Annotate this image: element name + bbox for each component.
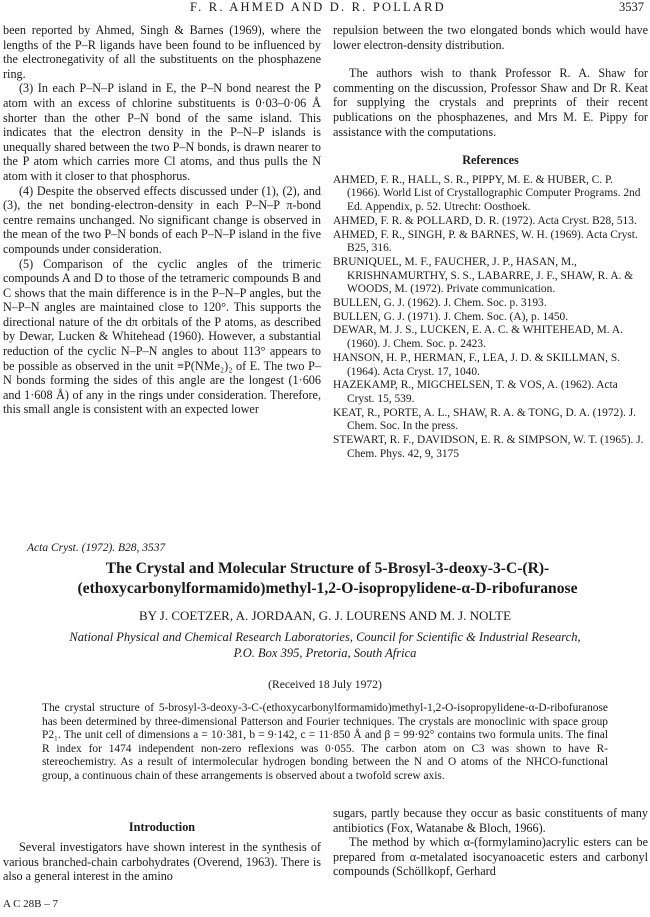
reference-item: HAZEKAMP, R., MIGCHELSEN, T. & VOS, A. (1962). Acta Cryst. 15, 539.	[333, 379, 618, 405]
references-list	[333, 174, 648, 462]
received-date: (Received 18 July 1972)	[268, 678, 382, 691]
footer-code: A C 28B – 7	[3, 898, 59, 910]
affiliation	[20, 629, 630, 661]
reference-item: KEAT, R., PORTE, A. L., SHAW, R. A. & TONG, D. A. (1972). J. Chem. Soc. In the press.	[333, 406, 637, 433]
affiliation-line-2: P.O. Box 395, Pretoria, South Africa	[233, 646, 417, 660]
reference-item: DEWAR, M. J. S., LUCKEN, E. A. C. & WHITEHEAD, M. A. (1960). J. Chem. Soc. p. 2423.	[333, 324, 623, 351]
left-paragraph-4: (5) Comparison of the cyclic angles of the trimeric compounds A and D to those of the tetrameric compounds B and C shows that the main difference is in the P–N–P angles, but the N–P–N angles are maintained close to 120°. This supports the directional nature of the dπ orbitals of the P atoms, as described by Dewar, Lucken & Whitehead (1960). However, a substantial reduction of the cyclic N–P–N angles to about 113° appears to be possible as observed in the unit ≡P(NMe₂)₂ of E. The two P–N bonds forming the sides of this angle are the longest (1·606 and 1·608 Å) of any in the rings under consideration. Therefore, this small angle is consistent with an expected lower	[3, 256, 321, 417]
left-paragraph-1: been reported by Ahmed, Singh & Barnes (1969), where the lengths of the P–R ligands have been found to be influenced by the electronegativity of all the substituents on the phosphazene ring.	[3, 23, 321, 81]
reference-item: BULLEN, G. J. (1971). J. Chem. Soc. (A), p. 1450.	[333, 310, 569, 323]
intro-paragraph-2: sugars, partly because they occur as basic constituents of many antibiotics (Fox, Watanabe & Bloch, 1966).	[333, 806, 648, 835]
intro-paragraph-3: The method by which α-(formylamino)acrylic esters can be prepared from α-metalated isocyanoacetic esters and carbonyl compounds (Schöllkopf, Gerhard	[333, 835, 648, 879]
page-number: 3537	[619, 0, 644, 14]
references-heading: References	[462, 153, 519, 168]
reference-item: AHMED, F. R., HALL, S. R., PIPPY, M. E. & HUBER, C. P. (1966). World List of Crystallographic Computer Programs. 2nd Ed. Appendix, p. 52. Utrecht: Oosthoek.	[333, 173, 641, 214]
acknowledgement: The authors wish to thank Professor R. A. Shaw for commenting on the discussion, Professor Shaw and Dr R. Keat for supplying the crystals and preprints of their recent publications on the phosphazenes, and Mrs M. E. Pippy for assistance with the computations.	[333, 66, 648, 139]
intro-paragraph-1: Several investigators have shown interest in the synthesis of various branched-chain carbohydrates (Overend, 1963). There is also a general interest in the amino	[3, 840, 321, 884]
right-column	[333, 23, 648, 462]
affiliation-line-1: National Physical and Chemical Research Laboratories, Council for Scientific & Industrial Research,	[69, 630, 581, 644]
right-paragraph-1: repulsion between the two elongated bonds which would have lower electron-density distribution.	[333, 23, 648, 52]
reference-item: AHMED, F. R., SINGH, P. & BARNES, W. H. (1969). Acta Cryst. B25, 316.	[333, 228, 638, 255]
abstract: The crystal structure of 5-brosyl-3-deoxy-3-C-(ethoxycarbonylformamido)methyl-1,2-O-isopropylidene-α-D-ribofuranose has been determined by three-dimensional Patterson and Fourier techniques. The crystals are monoclinic with space group P2₁. The unit cell of dimensions a = 10·381, b = 9·142, c = 11·850 Å and β = 99·92° contains two formula units. The final R index for 1474 independent non-zero reflexions was 0·055. The carbon atom on C3 was shown to have R-stereochemistry. As a result of intermolecular hydrogen bonding between the N and O atoms of the NHCO-functional group, a continuous chain of these arrangements is observed about a twofold screw axis.	[42, 702, 608, 782]
left-paragraph-2: (3) In each P–N–P island in E, the P–N bond nearest the P atom with an excess of chlorine substituents is 0·03–0·06 Å shorter than the other P–N bond of the same island. This indicates that the electron density in the P–N–P islands is unequally shared between the two P–N bonds, is drawn nearer to the P atom which carries more Cl atoms, and thus pulls the N atom with it closer to that phosphorus.	[3, 81, 321, 183]
introduction-heading: Introduction	[128, 820, 196, 834]
left-paragraph-3: (4) Despite the observed effects discussed under (1), (2), and (3), the net bonding-electron-density in each P–N–P π-bond centre remains unchanged. No significant change is observed in the mean of the two P–N bonds of each P–N–P island in the five compounds under consideration.	[3, 183, 321, 256]
running-header	[0, 0, 650, 18]
reference-item: AHMED, F. R. & POLLARD, D. R. (1972). Acta Cryst. B28, 513.	[333, 214, 637, 227]
left-column	[3, 23, 321, 417]
reference-item: BULLEN, G. J. (1962). J. Chem. Soc. p. 3193.	[333, 297, 547, 310]
reference-item: BRUNIQUEL, M. F., FAUCHER, J. P., HASAN, M., KRISHNAMURTHY, S. S., LABARRE, J. F., SHAW, R. A. & WOODS, M. (1972). Private communication.	[333, 255, 634, 296]
reference-item: HANSON, H. P., HERMAN, F., LEA, J. D. & SKILLMAN, S. (1964). Acta Cryst. 17, 1040.	[333, 351, 621, 378]
authors: BY J. COETZER, A. JORDAAN, G. J. LOURENS AND M. J. NOLTE	[138, 608, 512, 623]
article-title-line-1: The Crystal and Molecular Structure of 5-Brosyl-3-deoxy-3-C-(R)-	[105, 560, 550, 577]
running-title: F. R. AHMED AND D. R. POLLARD	[190, 0, 446, 14]
article-title-line-2: (ethoxycarbonylformamido)methyl-1,2-O-isopropylidene-α-D-ribofuranose	[77, 580, 578, 597]
article-citation: Acta Cryst. (1972). B28, 3537	[27, 542, 166, 554]
article-title	[20, 559, 635, 599]
reference-item: STEWART, R. F., DAVIDSON, E. R. & SIMPSON, W. T. (1965). J. Chem. Phys. 42, 9, 3175	[333, 434, 644, 460]
introduction-left	[3, 840, 321, 884]
introduction-right	[333, 806, 648, 879]
